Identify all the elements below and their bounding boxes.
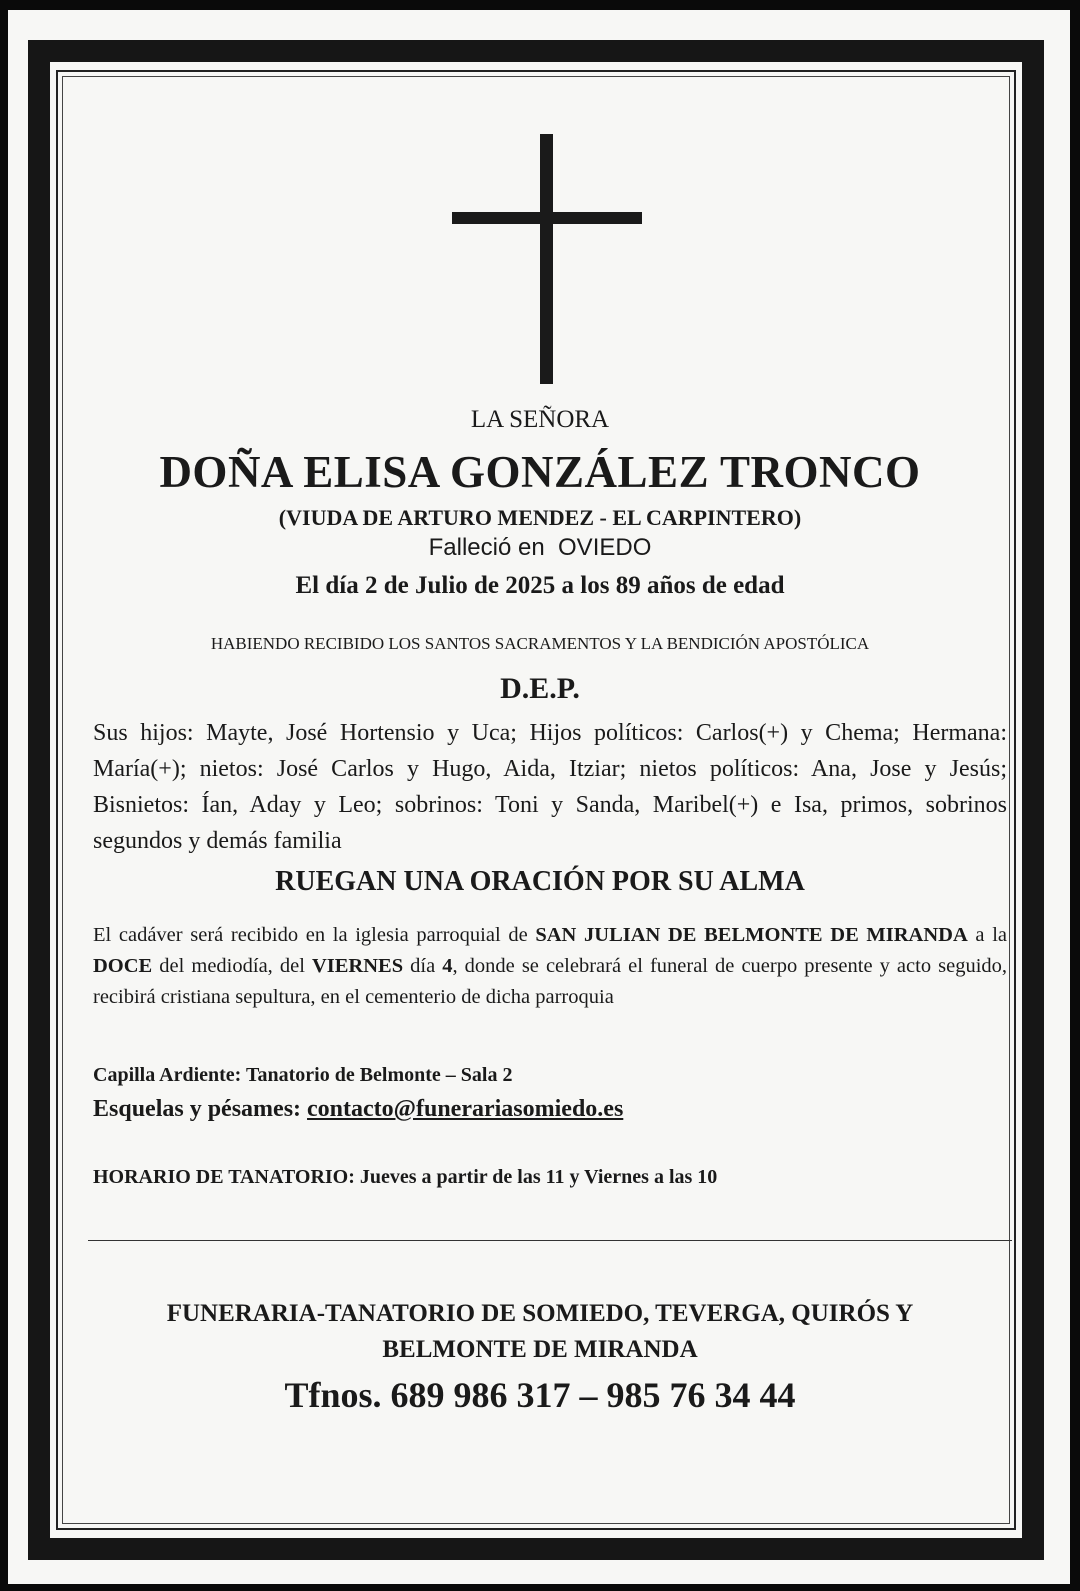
died-in-place: OVIEDO xyxy=(558,534,652,561)
date-line: El día 2 de Julio de 2025 a los 89 años de edad xyxy=(295,572,785,599)
contact-email-link[interactable]: contacto@funerariasomiedo.es xyxy=(307,1096,624,1122)
dep-heading: D.E.P. xyxy=(500,672,580,705)
prayer-heading: RUEGAN UNA ORACIÓN POR SU ALMA xyxy=(275,866,805,897)
funeral-weekday: VIERNES xyxy=(311,955,404,977)
cross-horizontal-bar xyxy=(452,212,642,224)
notice-title: LA SEÑORA xyxy=(470,406,610,433)
horario-line: HORARIO DE TANATORIO: Jueves a partir de las 11 y Viernes a las 10 xyxy=(93,1166,718,1188)
sacraments-line: HABIENDO RECIBIDO LOS SANTOS SACRAMENTOS Y LA BENDICIÓN APOSTÓLICA xyxy=(210,634,870,653)
esquelas-label: Esquelas y pésames: xyxy=(93,1096,302,1122)
deceased-subtitle: (VIUDA DE ARTURO MENDEZ - EL CARPINTERO) xyxy=(278,505,802,530)
funeral-home-line-2: BELMONTE DE MIRANDA xyxy=(382,1336,698,1363)
funeral-day: 4 xyxy=(442,955,453,977)
phone-numbers: Tfnos. 689 986 317 – 985 76 34 44 xyxy=(284,1375,796,1415)
divider xyxy=(88,1240,1012,1241)
funeral-paragraph xyxy=(93,920,1007,1013)
funeral-text: , donde se celebrará el funeral de cuerpo presente y acto seguido, recibirá cristiana sepultura, en el cementerio de dicha parroquia xyxy=(93,955,1008,1008)
funeral-text: El cadáver será recibido en la iglesia parroquial de xyxy=(93,924,536,946)
died-in-line xyxy=(80,534,1000,562)
esquelas-line xyxy=(93,1096,623,1123)
funeral-text: a la xyxy=(967,924,1007,946)
funeral-text: día xyxy=(403,955,443,977)
funeral-text: del mediodía, del xyxy=(152,955,312,977)
funeral-home-line-1: FUNERARIA-TANATORIO DE SOMIEDO, TEVERGA, QUIRÓS Y xyxy=(166,1300,914,1327)
funeral-hour: DOCE xyxy=(93,955,153,977)
cross-vertical-bar xyxy=(540,134,553,384)
deceased-name: DOÑA ELISA GONZÁLEZ TRONCO xyxy=(159,447,921,497)
family-paragraph: Sus hijos: Mayte, José Hortensio y Uca; Hijos políticos: Carlos(+) y Chema; Hermana: María(+); nietos: José Carlos y Hugo, Aida, Itziar; nietos políticos: Ana, Jose y Jesús; Bisnietos: Ían, Aday y Leo; sobrinos: Toni y Sanda, Maribel(+) e Isa, primos, sobrinos segundos y demás familia xyxy=(93,720,1007,854)
died-in-label: Falleció en xyxy=(428,534,545,561)
church-name: SAN JULIAN DE BELMONTE DE MIRANDA xyxy=(535,924,968,946)
capilla-line: Capilla Ardiente: Tanatorio de Belmonte – Sala 2 xyxy=(93,1064,513,1086)
